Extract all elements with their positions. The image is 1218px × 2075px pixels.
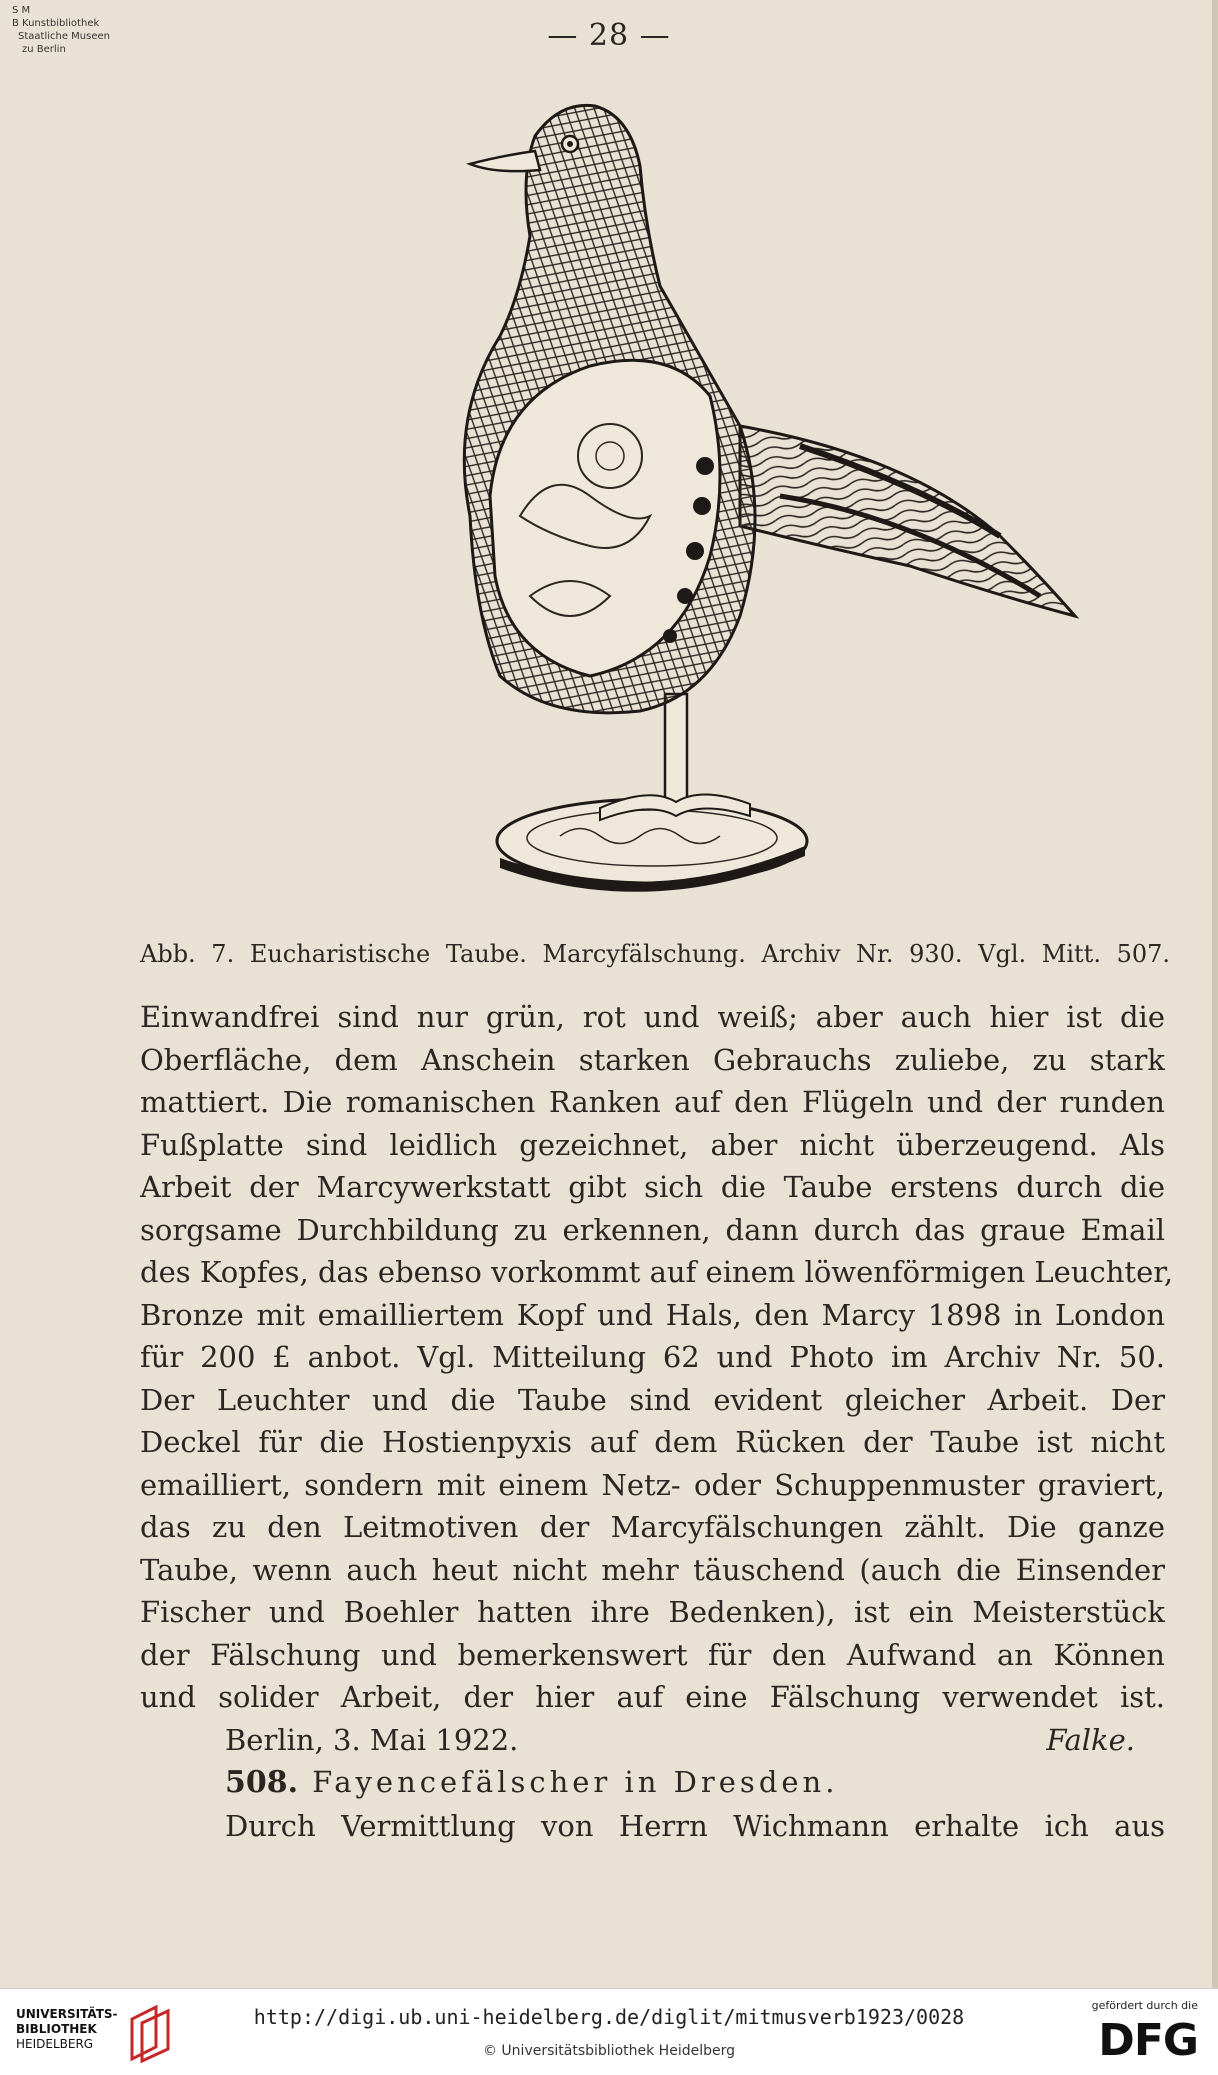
library-logo-line: HEIDELBERG [16, 2037, 94, 2051]
text-line: Taube, wenn auch heut nicht mehr täuschend (auch die Einsender [140, 1552, 1165, 1587]
text-line: Fußplatte sind leidlich gezeichnet, aber nicht überzeugend. Als [140, 1127, 1165, 1162]
text-line: sorgsame Durchbildung zu erkennen, dann durch das graue Email [140, 1212, 1165, 1247]
signature-line [140, 1719, 1165, 1762]
viewer-footer [0, 1988, 1218, 2075]
page-number: — 28 — [547, 18, 671, 53]
stamp-line: S M [12, 5, 31, 16]
text-line: für 200 £ anbot. Vgl. Mitteilung 62 und Photo im Archiv Nr. 50. [140, 1340, 1165, 1374]
text-line: mattiert. Die romanischen Ranken auf den Flügeln und der runden [140, 1085, 1165, 1119]
stamp-line: B Kunstbibliothek [12, 18, 100, 29]
dove-illustration [440, 96, 1200, 916]
signature-name: Falke. [1046, 1722, 1135, 1757]
page-url-link[interactable]: http://digi.ub.uni-heidelberg.de/diglit/mitmusverb1923/0028 [253, 2005, 965, 2029]
text-line: Einwandfrei sind nur grün, rot und weiß; aber auch hier ist die [140, 1000, 1165, 1034]
library-logo-line: UNIVERSITÄTS- [16, 2007, 118, 2021]
body-text [140, 996, 1174, 1847]
section-number: 508. [225, 1765, 299, 1800]
stamp-line: Staatliche Museen [18, 31, 110, 42]
text-line: Der Leuchter und die Taube sind evident gleicher Arbeit. Der [140, 1382, 1165, 1417]
text-line: des Kopfes, das ebenso vorkommt auf einem löwenförmigen Leuchter, [140, 1255, 1174, 1289]
text-line: Deckel für die Hostienpyxis auf dem Rücken der Taube ist nicht [140, 1425, 1165, 1459]
figure-caption: Abb. 7. Eucharistische Taube. Marcyfälschung. Archiv Nr. 930. Vgl. Mitt. 507. [140, 940, 1170, 968]
text-line: Bronze mit emailliertem Kopf und Hals, den Marcy 1898 in London [140, 1297, 1165, 1332]
signature-place-date: Berlin, 3. Mai 1922. [225, 1722, 519, 1757]
library-logo-line: BIBLIOTHEK [16, 2022, 97, 2036]
funding-note: gefördert durch die [1091, 1999, 1198, 2012]
text-line: Fischer und Boehler hatten ihre Bedenken), ist ein Meisterstück [140, 1595, 1165, 1629]
dfg-logo[interactable]: DFG [1098, 2015, 1198, 2066]
page-edge [1212, 0, 1218, 1988]
text-line: emailliert, sondern mit einem Netz- oder Schuppenmuster graviert, [140, 1467, 1165, 1502]
text-line: der Fälschung und bemerkenswert für den Aufwand an Können [140, 1637, 1165, 1672]
text-line: Oberfläche, dem Anschein starken Gebrauchs zuliebe, zu stark [140, 1042, 1165, 1077]
section-title: Fayencefälscher in Dresden. [312, 1765, 839, 1799]
text-line: das zu den Leitmotiven der Marcyfälschungen zählt. Die ganze [140, 1510, 1165, 1544]
section-heading [140, 1761, 1165, 1805]
copyright-notice: © Universitätsbibliothek Heidelberg [482, 2043, 735, 2059]
text-line: und solider Arbeit, der hier auf eine Fälschung verwendet ist. [140, 1680, 1165, 1714]
stamp-line: zu Berlin [22, 44, 66, 55]
text-line: Durch Vermittlung von Herrn Wichmann erhalte ich aus [225, 1808, 1165, 1843]
text-line: Arbeit der Marcywerkstatt gibt sich die Taube erstens durch die [140, 1170, 1165, 1204]
